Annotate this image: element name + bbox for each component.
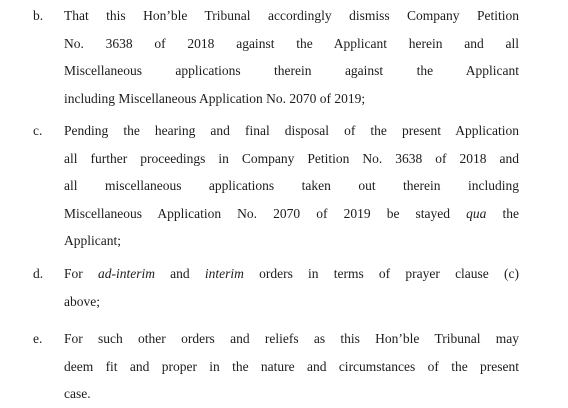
clause-line-text: For [64,266,98,281]
clause-line: including Miscellaneous Application No. 2070 of 2019; [64,90,366,106]
clause-line: all further proceedings in Company Petition No. 3638 of 2018 and [64,150,519,166]
clause-line-text: Miscellaneous Application No. 2070 of 2019 be stayed [64,205,467,221]
clause-line [64,200,519,228]
clause-line-text: orders in terms of prayer clause (c) [243,266,519,281]
clause-line-text: and [154,266,205,281]
clause-text [64,117,519,255]
clause-text [64,325,519,408]
clause-line: That this Hon’ble Tribunal accordingly dismiss Company Petition [64,8,519,23]
clause-text [64,2,519,112]
clause-letter: c. [33,123,43,138]
clause-line: Miscellaneous applications therein against the Applicant [64,63,519,78]
clause-line: Pending the hearing and final disposal of the present Application [64,123,519,138]
clause-line: For such other orders and reliefs as this Hon’ble Tribunal may [64,331,519,346]
clause-text [64,260,519,315]
clause-letter: b. [33,8,44,23]
clause-line: deem fit and proper in the nature and circumstances of the present [64,358,519,374]
clause-line: Applicant; [64,233,121,248]
italic-term: interim [204,266,244,281]
clause-line: No. 3638 of 2018 against the Applicant herein and all [64,35,519,51]
clause-line: case. [64,386,91,401]
clause-letter: d. [33,266,44,281]
italic-term: qua [466,205,487,221]
clause-line-text: the [486,205,520,221]
clause-letter: e. [33,331,43,346]
clause-line [64,260,519,288]
italic-term: ad-interim [97,266,155,281]
clause-line: all miscellaneous applications taken out therein including [64,178,519,193]
clause-line: above; [64,293,100,309]
